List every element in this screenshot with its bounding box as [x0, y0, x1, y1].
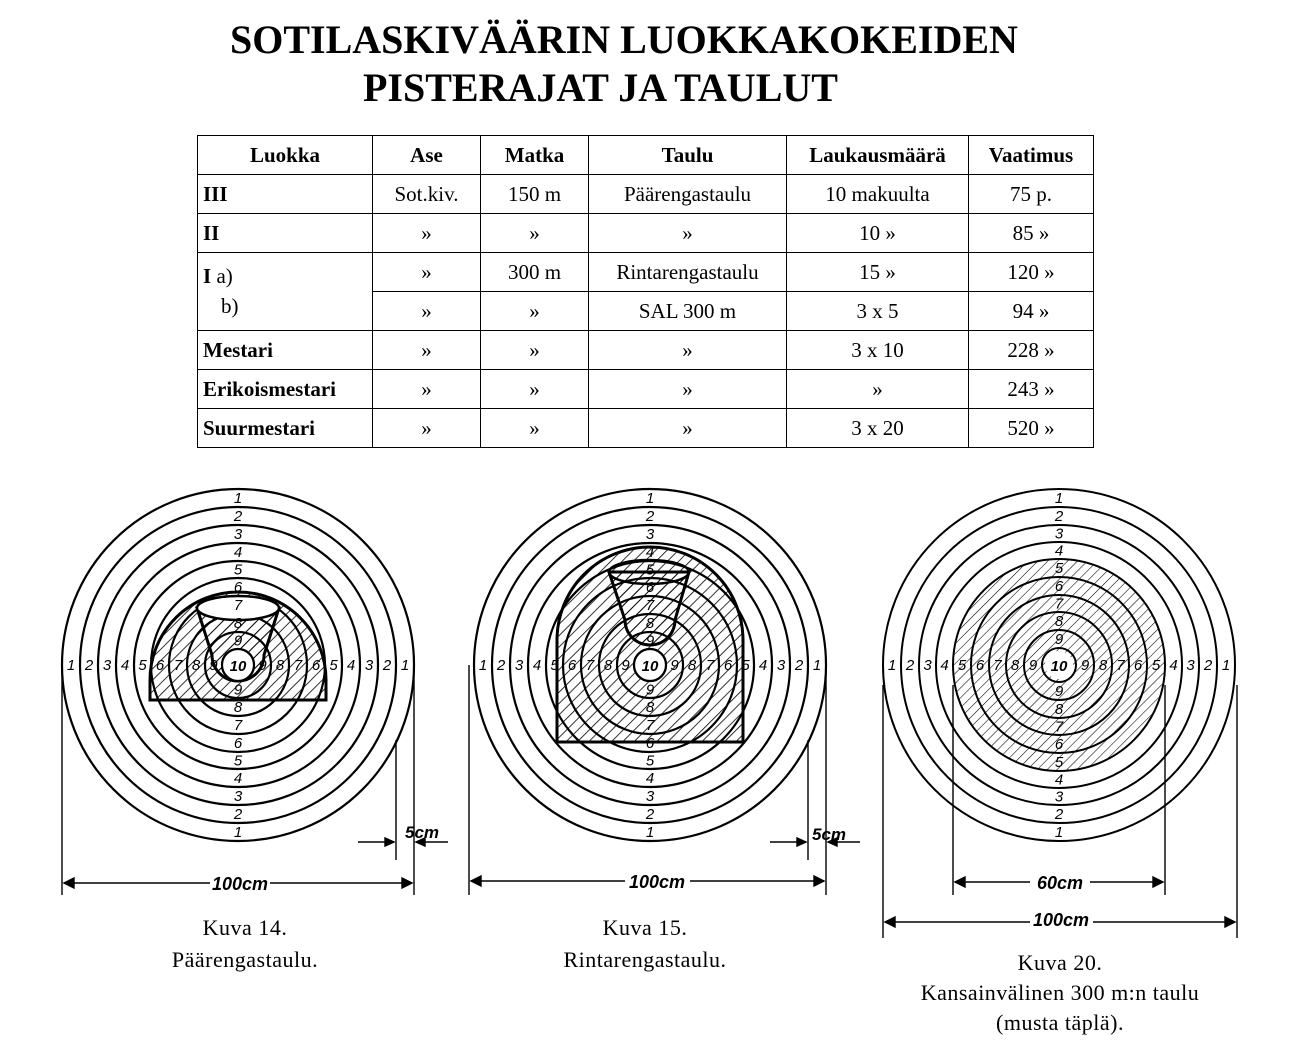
ring-number-9-bottom: 9: [645, 681, 655, 699]
ring-number-2-top: 2: [645, 508, 655, 525]
ring-number-7-bottom: 7: [233, 717, 243, 734]
fig14-caption-number: Kuva 14.: [202, 915, 288, 940]
header-ase: Ase: [373, 136, 481, 175]
ring-number-6-bottom: 6: [1054, 736, 1064, 753]
ring-number-4-left: 4: [120, 657, 130, 674]
ring-number-8-right: 8: [687, 657, 697, 674]
cell-luokka-i: [198, 253, 373, 331]
fig14-target: [62, 489, 448, 895]
fig15-caption-number: Kuva 15.: [602, 915, 688, 940]
table-row: [198, 331, 1094, 370]
ring-number-1-left: 1: [478, 657, 488, 674]
ring-number-7-right: 7: [293, 657, 303, 674]
page-title-line1: SOTILASKIVÄÄRIN LUOKKAKOKEIDEN: [230, 17, 1018, 62]
ring-number-3-right: 3: [1186, 657, 1195, 674]
ring-number-2-bottom: 2: [233, 806, 243, 823]
luokka-i-label: I: [203, 264, 212, 288]
fig20-ring-labels: [888, 490, 1230, 841]
cell-ase: »: [373, 409, 481, 448]
ring-number-9-right: 9: [1080, 657, 1090, 674]
ring-number-9-left: 9: [621, 657, 630, 674]
ring-number-9-right: 9: [258, 657, 267, 674]
luokka-i-b: b): [221, 294, 239, 318]
table-header-row: [198, 136, 1094, 175]
table-row: [198, 253, 1094, 292]
ring-number-5-right: 5: [1151, 657, 1161, 674]
ring-number-2-top: 2: [233, 508, 243, 525]
fig20-total-dim: 100cm: [1032, 910, 1090, 930]
header-taulu: Taulu: [589, 136, 787, 175]
ring-number-5-right: 5: [741, 657, 750, 674]
cell-matka: »: [481, 214, 589, 253]
cell-vaatimus: 94 »: [969, 292, 1094, 331]
cell-matka: »: [481, 370, 589, 409]
ring-number-9-top: 9: [233, 632, 243, 650]
cell-laukaus: 10 »: [787, 214, 969, 253]
header-matka: Matka: [481, 136, 589, 175]
fig15-target: [469, 489, 860, 895]
cell-luokka: Mestari: [198, 331, 373, 370]
ring-number-1-bottom: 1: [1054, 824, 1064, 841]
ring-number-6-bottom: 6: [645, 735, 655, 752]
cell-ase: »: [373, 292, 481, 331]
ring-number-9-bottom: 9: [233, 681, 243, 699]
header-luokka: Luokka: [198, 136, 373, 175]
ring-number-2-left: 2: [496, 657, 506, 674]
ring-number-2-right: 2: [382, 657, 392, 674]
ring-number-6-top: 6: [1054, 578, 1064, 595]
ring-number-7-left: 7: [993, 657, 1002, 674]
table-row: [198, 175, 1094, 214]
ring-number-8-bottom: 8: [1054, 701, 1064, 718]
cell-matka: »: [481, 292, 589, 331]
ring-number-4-right: 4: [346, 657, 356, 674]
ring-number-1-right: 1: [1221, 657, 1231, 674]
cell-laukaus: »: [787, 370, 969, 409]
ring-number-6-left: 6: [155, 657, 165, 674]
ring-number-7-right: 7: [1116, 657, 1125, 674]
ring-number-3-top: 3: [645, 526, 655, 543]
ring-number-4-bottom: 4: [1054, 771, 1064, 789]
ring-number-4-top: 4: [1054, 542, 1064, 560]
header-vaatimus: Vaatimus: [969, 136, 1094, 175]
fig14-caption: [130, 912, 360, 976]
ring-number-7-left: 7: [585, 657, 595, 674]
fig15-ring-labels: [479, 490, 821, 841]
ring-number-5-bottom: 5: [1054, 754, 1064, 771]
ring-number-3-right: 3: [776, 657, 786, 674]
ring-number-8-left: 8: [1010, 657, 1020, 674]
header-laukausmaara: Laukausmäärä: [787, 136, 969, 175]
ring-number-5-left: 5: [138, 657, 147, 674]
ring-number-5-bottom: 5: [233, 752, 243, 770]
ring-number-9-left: 9: [1028, 657, 1038, 674]
ring-number-8-left: 8: [191, 657, 201, 674]
ring-number-1-top: 1: [233, 490, 243, 507]
ring-number-7-top: 7: [1054, 595, 1064, 613]
cell-vaatimus: 243 »: [969, 370, 1094, 409]
cell-luokka: III: [198, 175, 373, 214]
ring-number-5-top: 5: [1054, 560, 1064, 577]
ring-number-2-left: 2: [84, 657, 94, 674]
cell-taulu: »: [589, 214, 787, 253]
ring-number-4-bottom: 4: [233, 770, 243, 787]
fig20-caption: [870, 948, 1250, 1038]
ring-number-1-bottom: 1: [233, 824, 243, 841]
table-row: [198, 214, 1094, 253]
ring-number-5-left: 5: [957, 657, 967, 674]
fig20-caption-number: Kuva 20.: [1017, 950, 1103, 975]
ring-number-1-top: 1: [1054, 490, 1064, 507]
ring-number-5-top: 5: [233, 561, 243, 579]
cell-matka: »: [481, 331, 589, 370]
cell-ase: »: [373, 214, 481, 253]
ring-number-8-bottom: 8: [233, 699, 243, 716]
ring-number-2-right: 2: [794, 657, 804, 674]
ring-number-4-left: 4: [532, 657, 542, 674]
fig20-target: [883, 489, 1237, 938]
ring-number-2-left: 2: [905, 657, 915, 674]
ring-number-2-right: 2: [1203, 657, 1213, 674]
ring-number-7-left: 7: [173, 657, 183, 674]
ring-number-7-right: 7: [705, 657, 715, 674]
ring-number-3-top: 3: [1054, 525, 1064, 543]
cell-ase: Sot.kiv.: [373, 175, 481, 214]
cell-vaatimus: 228 »: [969, 331, 1094, 370]
fig15-caption-title: Rintarengastaulu.: [563, 947, 727, 972]
cell-laukaus: 3 x 20: [787, 409, 969, 448]
fig14-total-dim: 100cm: [211, 874, 269, 894]
cell-vaatimus: 75 p.: [969, 175, 1094, 214]
ring-number-9-top: 9: [1054, 631, 1064, 648]
cell-taulu: Päärengastaulu: [589, 175, 787, 214]
ring-number-4-bottom: 4: [645, 770, 655, 787]
ring-number-10-center: 10: [229, 658, 247, 675]
ring-number-6-left: 6: [567, 657, 577, 674]
table-row: [198, 409, 1094, 448]
cell-taulu: »: [589, 331, 787, 370]
ring-number-6-bottom: 6: [233, 735, 243, 752]
cell-taulu: Rintarengastaulu: [589, 253, 787, 292]
luokka-i-a: a): [216, 264, 233, 288]
cell-ase: »: [373, 331, 481, 370]
ring-number-5-bottom: 5: [645, 752, 655, 770]
cell-luokka: Erikoismestari: [198, 370, 373, 409]
ring-number-1-right: 1: [400, 657, 410, 674]
ring-number-4-right: 4: [1169, 657, 1178, 674]
ring-number-1-right: 1: [812, 657, 822, 674]
cell-vaatimus: 120 »: [969, 253, 1094, 292]
ring-number-10-center: 10: [641, 658, 659, 675]
ring-number-6-right: 6: [1133, 657, 1143, 674]
ring-number-4-left: 4: [940, 657, 949, 674]
ring-number-8-top: 8: [233, 615, 243, 632]
ring-number-7-top: 7: [233, 597, 243, 614]
ring-number-10-center: 10: [1050, 658, 1068, 675]
fig14-caption-title: Päärengastaulu.: [171, 947, 319, 972]
cell-taulu: »: [589, 409, 787, 448]
ring-number-1-top: 1: [645, 490, 655, 507]
ring-number-1-left: 1: [887, 657, 897, 674]
cell-ase: »: [373, 370, 481, 409]
cell-laukaus: 10 makuulta: [787, 175, 969, 214]
ring-number-2-bottom: 2: [645, 806, 655, 823]
ring-number-9-bottom: 9: [1054, 683, 1064, 700]
cell-matka: »: [481, 409, 589, 448]
ring-number-7-bottom: 7: [645, 717, 655, 734]
cell-vaatimus: 520 »: [969, 409, 1094, 448]
ring-number-6-right: 6: [311, 657, 321, 674]
cell-taulu: »: [589, 370, 787, 409]
ring-number-3-bottom: 3: [1054, 788, 1064, 806]
ring-number-6-left: 6: [975, 657, 985, 674]
ring-number-5-left: 5: [550, 657, 559, 674]
cell-laukaus: 3 x 10: [787, 331, 969, 370]
ring-number-8-top: 8: [645, 615, 655, 632]
requirements-table: [197, 135, 1094, 448]
cell-matka: 300 m: [481, 253, 589, 292]
ring-number-3-left: 3: [102, 657, 112, 674]
fig15-caption: [520, 912, 770, 976]
table-row: [198, 370, 1094, 409]
ring-number-7-top: 7: [645, 597, 655, 614]
cell-matka: 150 m: [481, 175, 589, 214]
ring-number-3-left: 3: [514, 657, 524, 674]
ring-number-9-right: 9: [670, 657, 679, 674]
fig14-ring-dim: 5cm: [405, 823, 440, 842]
cell-ase: »: [373, 253, 481, 292]
ring-number-2-top: 2: [1054, 508, 1064, 525]
ring-number-3-bottom: 3: [233, 788, 243, 805]
fig20-black-dim: 60cm: [1036, 873, 1084, 893]
ring-number-7-bottom: 7: [1054, 718, 1064, 736]
ring-number-1-left: 1: [66, 657, 76, 674]
ring-number-3-bottom: 3: [645, 788, 655, 805]
ring-number-4-top: 4: [233, 544, 243, 561]
ring-number-8-left: 8: [603, 657, 613, 674]
ring-number-3-left: 3: [923, 657, 932, 674]
ring-number-5-top: 5: [645, 561, 655, 579]
ring-number-4-right: 4: [758, 657, 768, 674]
ring-number-5-right: 5: [329, 657, 338, 674]
fig15-ring-dim: 5cm: [812, 825, 847, 844]
fig20-caption-title: Kansainvälinen 300 m:n taulu: [920, 980, 1200, 1005]
ring-number-2-bottom: 2: [1054, 806, 1064, 823]
ring-number-6-top: 6: [645, 579, 655, 596]
ring-number-8-right: 8: [1098, 657, 1108, 674]
fig14-ring-labels: [67, 490, 409, 841]
page-title-line2: PISTERAJAT JA TAULUT: [363, 65, 838, 110]
ring-number-6-top: 6: [233, 579, 243, 596]
ring-number-3-right: 3: [364, 657, 374, 674]
cell-taulu: SAL 300 m: [589, 292, 787, 331]
ring-number-8-right: 8: [275, 657, 285, 674]
ring-number-1-bottom: 1: [645, 824, 655, 841]
ring-number-4-top: 4: [645, 544, 655, 561]
cell-laukaus: 15 »: [787, 253, 969, 292]
cell-vaatimus: 85 »: [969, 214, 1094, 253]
cell-luokka: Suurmestari: [198, 409, 373, 448]
ring-number-8-top: 8: [1054, 613, 1064, 630]
cell-laukaus: 3 x 5: [787, 292, 969, 331]
ring-number-9-top: 9: [645, 632, 655, 650]
ring-number-6-right: 6: [723, 657, 733, 674]
fig15-total-dim: 100cm: [628, 872, 686, 892]
fig20-caption-note: (musta täplä).: [996, 1010, 1124, 1035]
cell-luokka: II: [198, 214, 373, 253]
ring-number-9-left: 9: [209, 657, 218, 674]
ring-number-3-top: 3: [233, 526, 243, 543]
ring-number-8-bottom: 8: [645, 699, 655, 716]
